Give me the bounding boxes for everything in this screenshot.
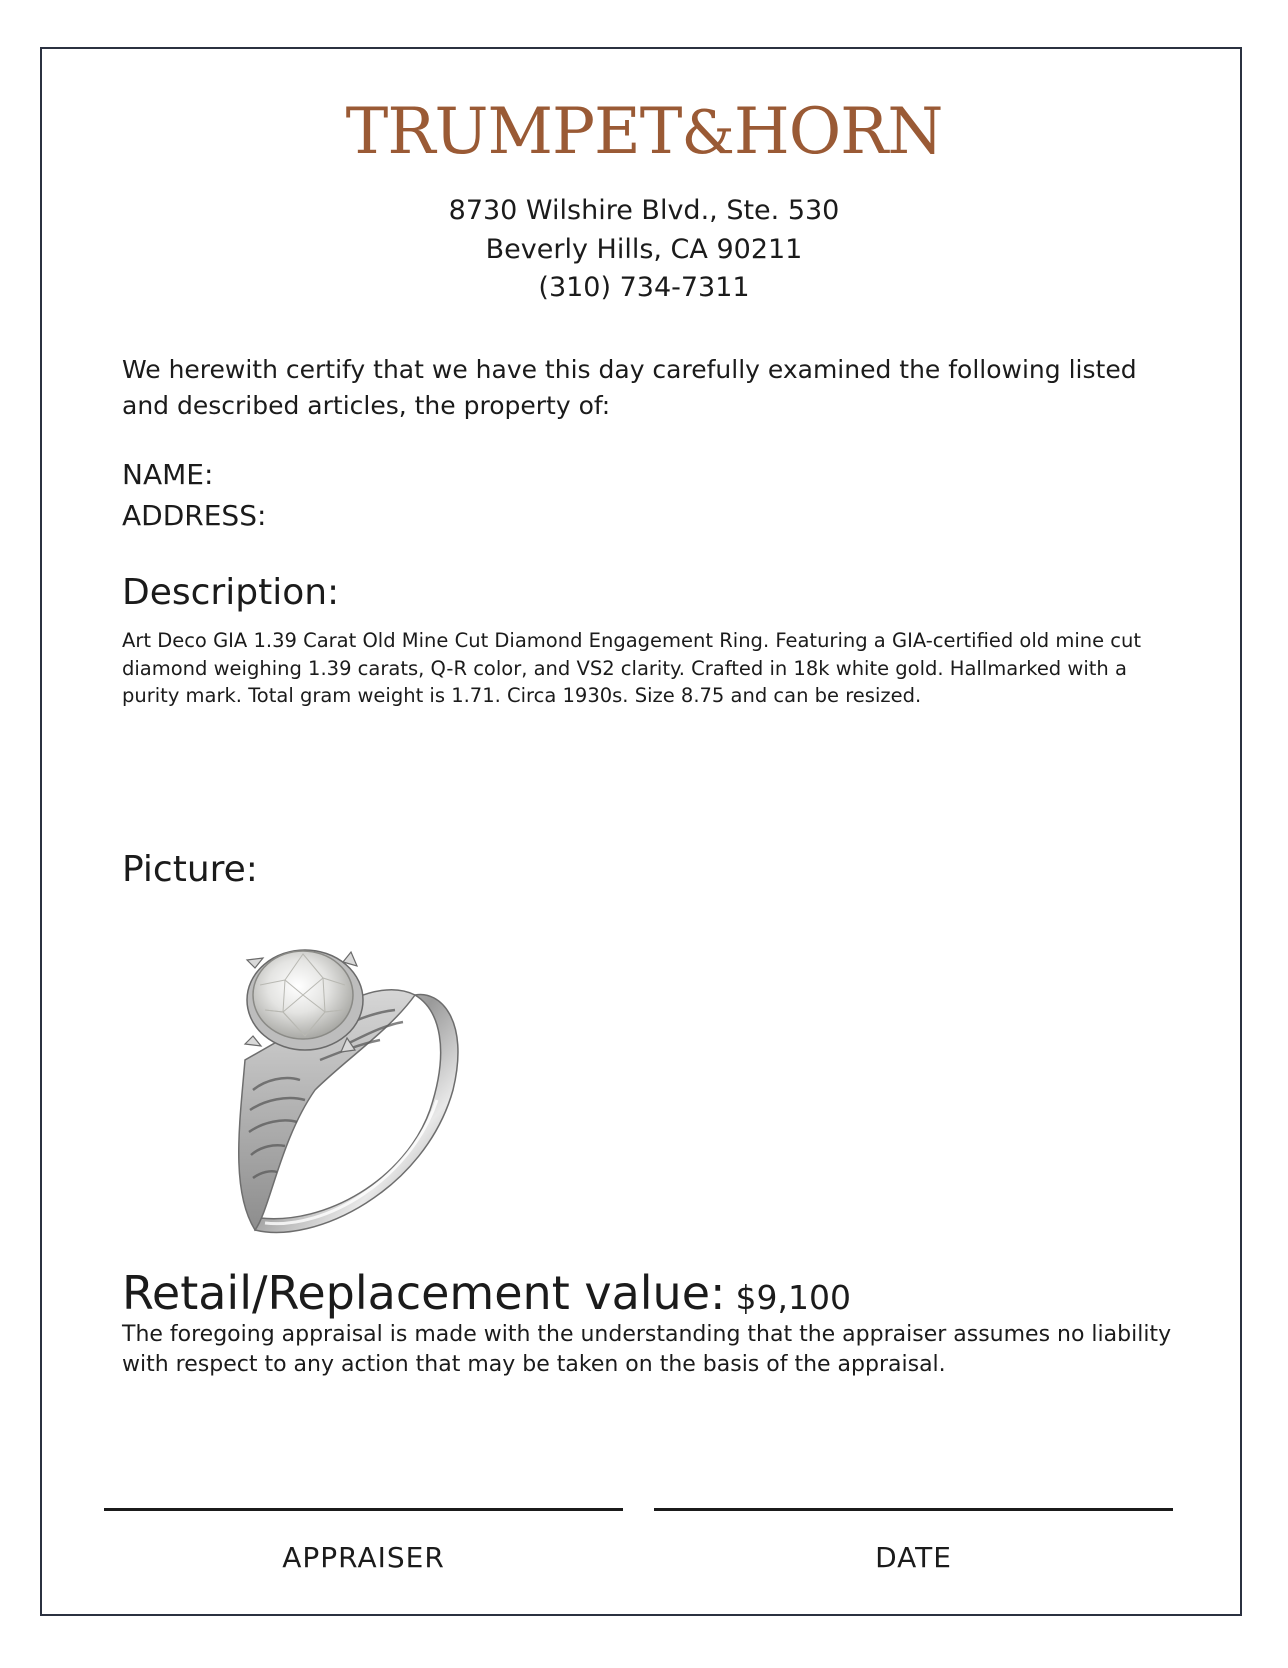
liability-disclaimer: The foregoing appraisal is made with the understanding that the appraiser assumes no liability with respect to any action that may be taken on the basis of the appraisal.	[122, 1322, 1172, 1377]
ring-illustration	[225, 940, 485, 1250]
date-signature-line	[654, 1508, 1173, 1511]
brand-ampersand: &	[681, 98, 734, 168]
retail-value-label: Retail/Replacement value:	[122, 1266, 726, 1320]
owner-address-label: ADDRESS:	[122, 499, 267, 532]
date-label: DATE	[875, 1541, 952, 1574]
brand-name-part2: HORN	[733, 95, 943, 169]
address-city: Beverly Hills, CA 90211	[485, 233, 803, 265]
appraiser-signature-line	[104, 1508, 623, 1511]
brand-logo	[0, 95, 1288, 169]
retail-value	[122, 1265, 851, 1326]
certification-statement: We herewith certify that we have this day carefully examined the following listed and described articles, the property of:	[122, 355, 1137, 420]
retail-value-amount: $9,100	[735, 1278, 851, 1317]
brand-name-part1: TRUMPET	[345, 95, 682, 169]
company-address	[0, 192, 1288, 308]
owner-name-label: NAME:	[122, 458, 214, 491]
ring-photo	[225, 940, 485, 1250]
description-heading: Description:	[122, 572, 340, 613]
company-phone: (310) 734-7311	[538, 272, 750, 303]
address-street: 8730 Wilshire Blvd., Ste. 530	[448, 195, 840, 226]
appraiser-label: APPRAISER	[282, 1541, 445, 1574]
picture-heading: Picture:	[122, 849, 258, 890]
item-description: Art Deco GIA 1.39 Carat Old Mine Cut Diamond Engagement Ring. Featuring a GIA-certified old mine cut diamond weighing 1.39 carats, Q-R color, and VS2 clarity. Crafted in 18k white gold. Hallmarked with a purity mark. Total gram weight is 1.71. Circa 1930s. Size 8.75 and can be resized.	[122, 629, 1142, 707]
